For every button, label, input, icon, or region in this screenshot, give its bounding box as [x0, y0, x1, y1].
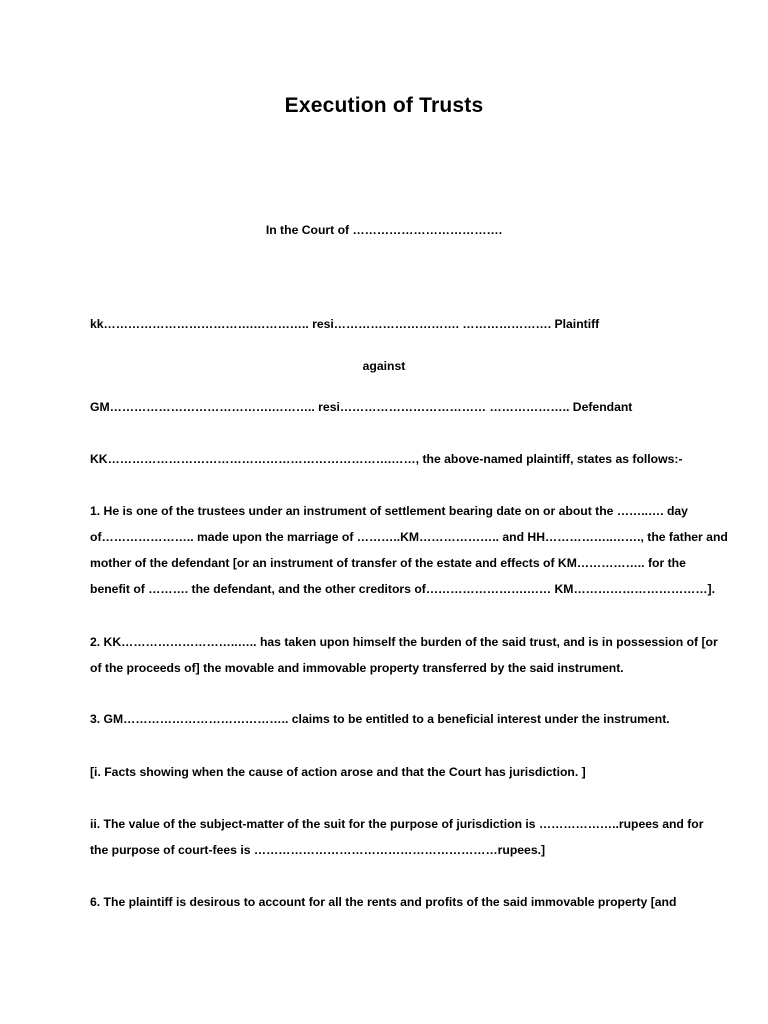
- document-title: Execution of Trusts: [284, 94, 484, 117]
- intro-line: KK…………………………………………………………….……, the above-named plaintiff, states as follows:-: [90, 452, 683, 466]
- plaintiff-line: kk……………………………….………….. resi…………………………. …………………. Plaintiff: [90, 317, 600, 331]
- paragraph-1: [90, 498, 728, 602]
- against-label: against: [362, 359, 406, 373]
- paragraph-2-line: 2. KK………………………..….. has taken upon himself the burden of the said trust, and is in possession of [or: [90, 635, 718, 649]
- paragraph-2: [90, 629, 718, 681]
- paragraph-jurisdiction-line: [i. Facts showing when the cause of action arose and that the Court has jurisdiction. ]: [90, 765, 586, 779]
- paragraph-2-line: of the proceeds of] the movable and immovable property transferred by the said instrument.: [90, 661, 624, 675]
- paragraph-6-line: 6. The plaintiff is desirous to account for all the rents and profits of the said immovable property [and: [90, 895, 677, 909]
- paragraph-1-line: 1. He is one of the trustees under an instrument of settlement bearing date on or about the ……..…. day: [90, 504, 688, 518]
- paragraph-1-line: mother of the defendant [or an instrument of transfer of the estate and effects of KM…………….. for the: [90, 556, 686, 570]
- paragraph-1-line: of………………….. made upon the marriage of ………..KM……………….. and HH……………..……., the father and: [90, 530, 728, 544]
- paragraph-3-line: 3. GM………………………………….. claims to be entitled to a beneficial interest under the instrument.: [90, 712, 670, 726]
- paragraph-jurisdiction: [90, 759, 680, 785]
- paragraph-valuation-line: the purpose of court-fees is ……………………………………………………rupees.]: [90, 843, 546, 857]
- court-line: In the Court of ……………………………….: [265, 223, 503, 237]
- paragraph-3: [90, 706, 680, 732]
- paragraph-valuation: [90, 811, 704, 863]
- paragraph-valuation-line: ii. The value of the subject-matter of the suit for the purpose of jurisdiction is ………………..rupees and for: [90, 817, 704, 831]
- defendant-line: GM………………………………….……….. resi……………………………… ……………….. Defendant: [90, 400, 633, 414]
- paragraph-1-line: benefit of ………. the defendant, and the other creditors of…………………….…… KM……………………………].: [90, 582, 715, 596]
- paragraph-6: [90, 889, 680, 915]
